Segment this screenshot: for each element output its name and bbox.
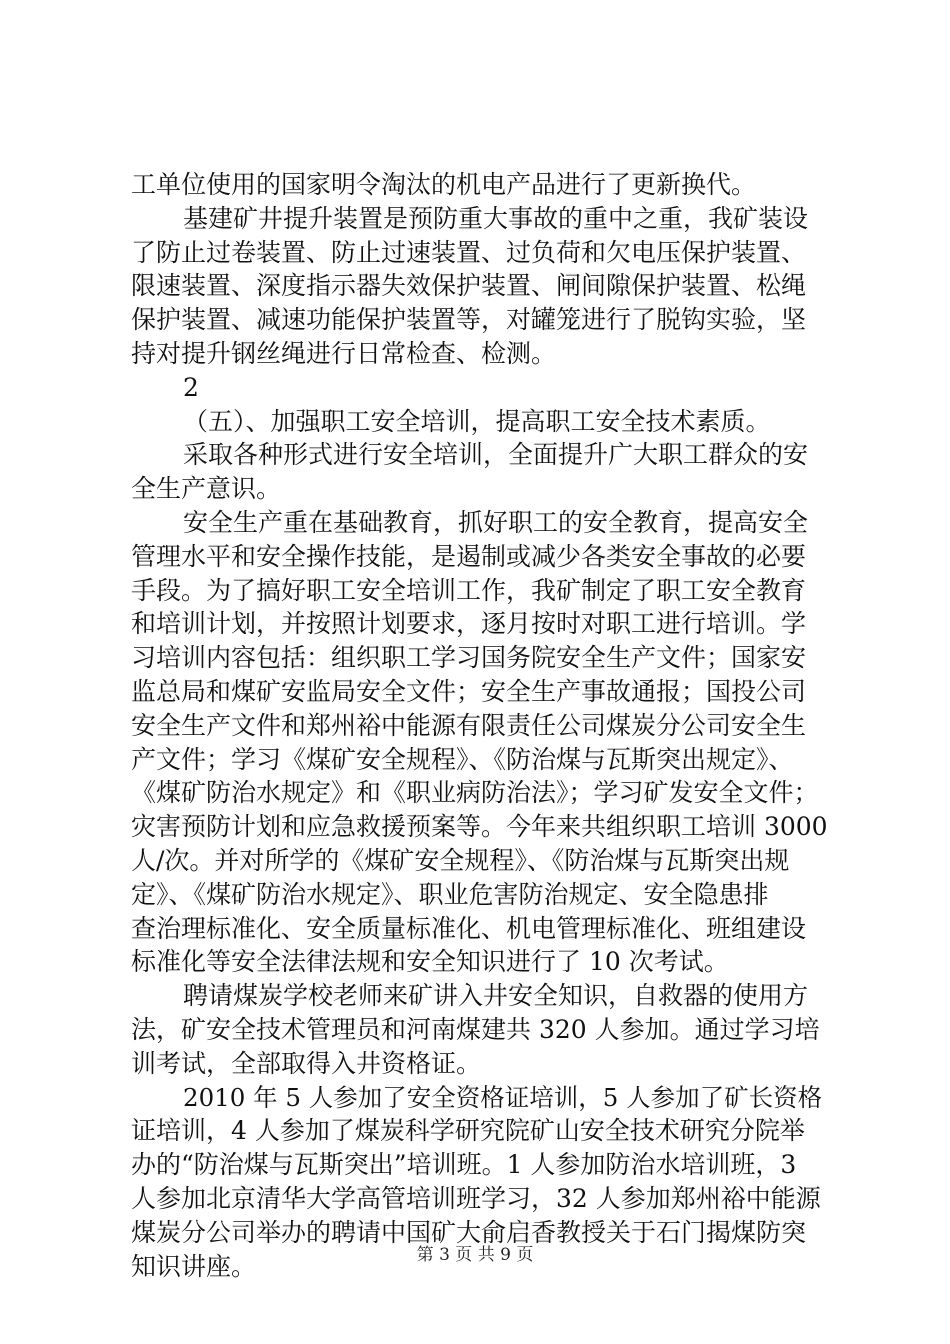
page-footer: 第 3 页 共 9 页 [416, 1245, 534, 1265]
text-line: 2010 年 5 人参加了安全资格证培训，5 人参加了矿长资格 [183, 1082, 823, 1112]
document-body [131, 168, 831, 1283]
text-line: 灾害预防计划和应急救援预案等。今年来共组织职工培训 3000 [131, 812, 828, 842]
text-line: 习培训内容包括：组织职工学习国务院安全生产文件；国家安 [131, 643, 807, 673]
text-line: 采取各种形式进行安全培训，全面提升广大职工群众的安 [183, 440, 809, 470]
text-line: 人/次。并对所学的《煤矿安全规程》、《防治煤与瓦斯突出规 [131, 845, 790, 875]
text-line: 手段。为了搞好职工安全培训工作，我矿制定了职工安全教育 [131, 575, 807, 605]
text-line: 法，矿安全技术管理员和河南煤建共 320 人参加。通过学习培 [131, 1014, 820, 1044]
text-line: （五）、加强职工安全培训，提高职工安全技术素质。 [183, 406, 771, 436]
text-line: 安全生产重在基础教育，抓好职工的安全教育，提高安全 [183, 507, 809, 537]
text-line: 了防止过卷装置、防止过速装置、过负荷和欠电压保护装置、 [131, 237, 807, 267]
text-line: 工单位使用的国家明令淘汰的机电产品进行了更新换代。 [131, 170, 757, 199]
text-line: 煤炭分公司举办的聘请中国矿大俞启香教授关于石门揭煤防突 [131, 1217, 807, 1247]
text-line: 查治理标准化、安全质量标准化、机电管理标准化、班组建设 [131, 913, 807, 943]
text-line: 基建矿井提升装置是预防重大事故的重中之重，我矿装设 [183, 203, 809, 233]
text-line: 全生产意识。 [131, 474, 282, 504]
text-line: 安全生产文件和郑州裕中能源有限责任公司煤炭分公司安全生 [131, 710, 807, 740]
text-line: 2 [183, 372, 199, 402]
text-line: 监总局和煤矿安监局安全文件；安全生产事故通报；国投公司 [131, 676, 807, 706]
text-line: 管理水平和安全操作技能，是遏制或减少各类安全事故的必要 [131, 541, 807, 571]
text-line: 产文件；学习《煤矿安全规程》、《防治煤与瓦斯突出规定》、 [131, 744, 794, 774]
text-line: 《煤矿防治水规定》和《职业病防治法》；学习矿发安全文件； [131, 778, 819, 808]
text-line: 办的“防治煤与瓦斯突出”培训班。1 人参加防治水培训班，3 [131, 1150, 797, 1180]
text-line: 持对提升钢丝绳进行日常检查、检测。 [131, 338, 557, 368]
text-line: 证培训，4 人参加了煤炭科学研究院矿山安全技术研究分院举 [131, 1116, 805, 1146]
text-line: 人参加北京清华大学高管培训班学习，32 人参加郑州裕中能源 [131, 1183, 821, 1213]
text-line: 保护装置、减速功能保护装置等，对罐笼进行了脱钩实验，坚 [131, 305, 807, 335]
text-line: 限速装置、深度指示器失效保护装置、闸间隙保护装置、松绳 [131, 271, 807, 301]
text-line: 和培训计划，并按照计划要求，逐月按时对职工进行培训。学 [131, 609, 807, 639]
text-line: 训考试，全部取得入井资格证。 [131, 1048, 482, 1078]
text-line: 聘请煤炭学校老师来矿讲入井安全知识，自救器的使用方 [183, 981, 809, 1011]
text-line: 标准化等安全法律法规和安全知识进行了 10 次考试。 [131, 947, 729, 977]
text-line: 定》、《煤矿防治水规定》、职业危害防治规定、安全隐患排 [131, 879, 769, 909]
text-line: 知识讲座。 [131, 1251, 257, 1281]
